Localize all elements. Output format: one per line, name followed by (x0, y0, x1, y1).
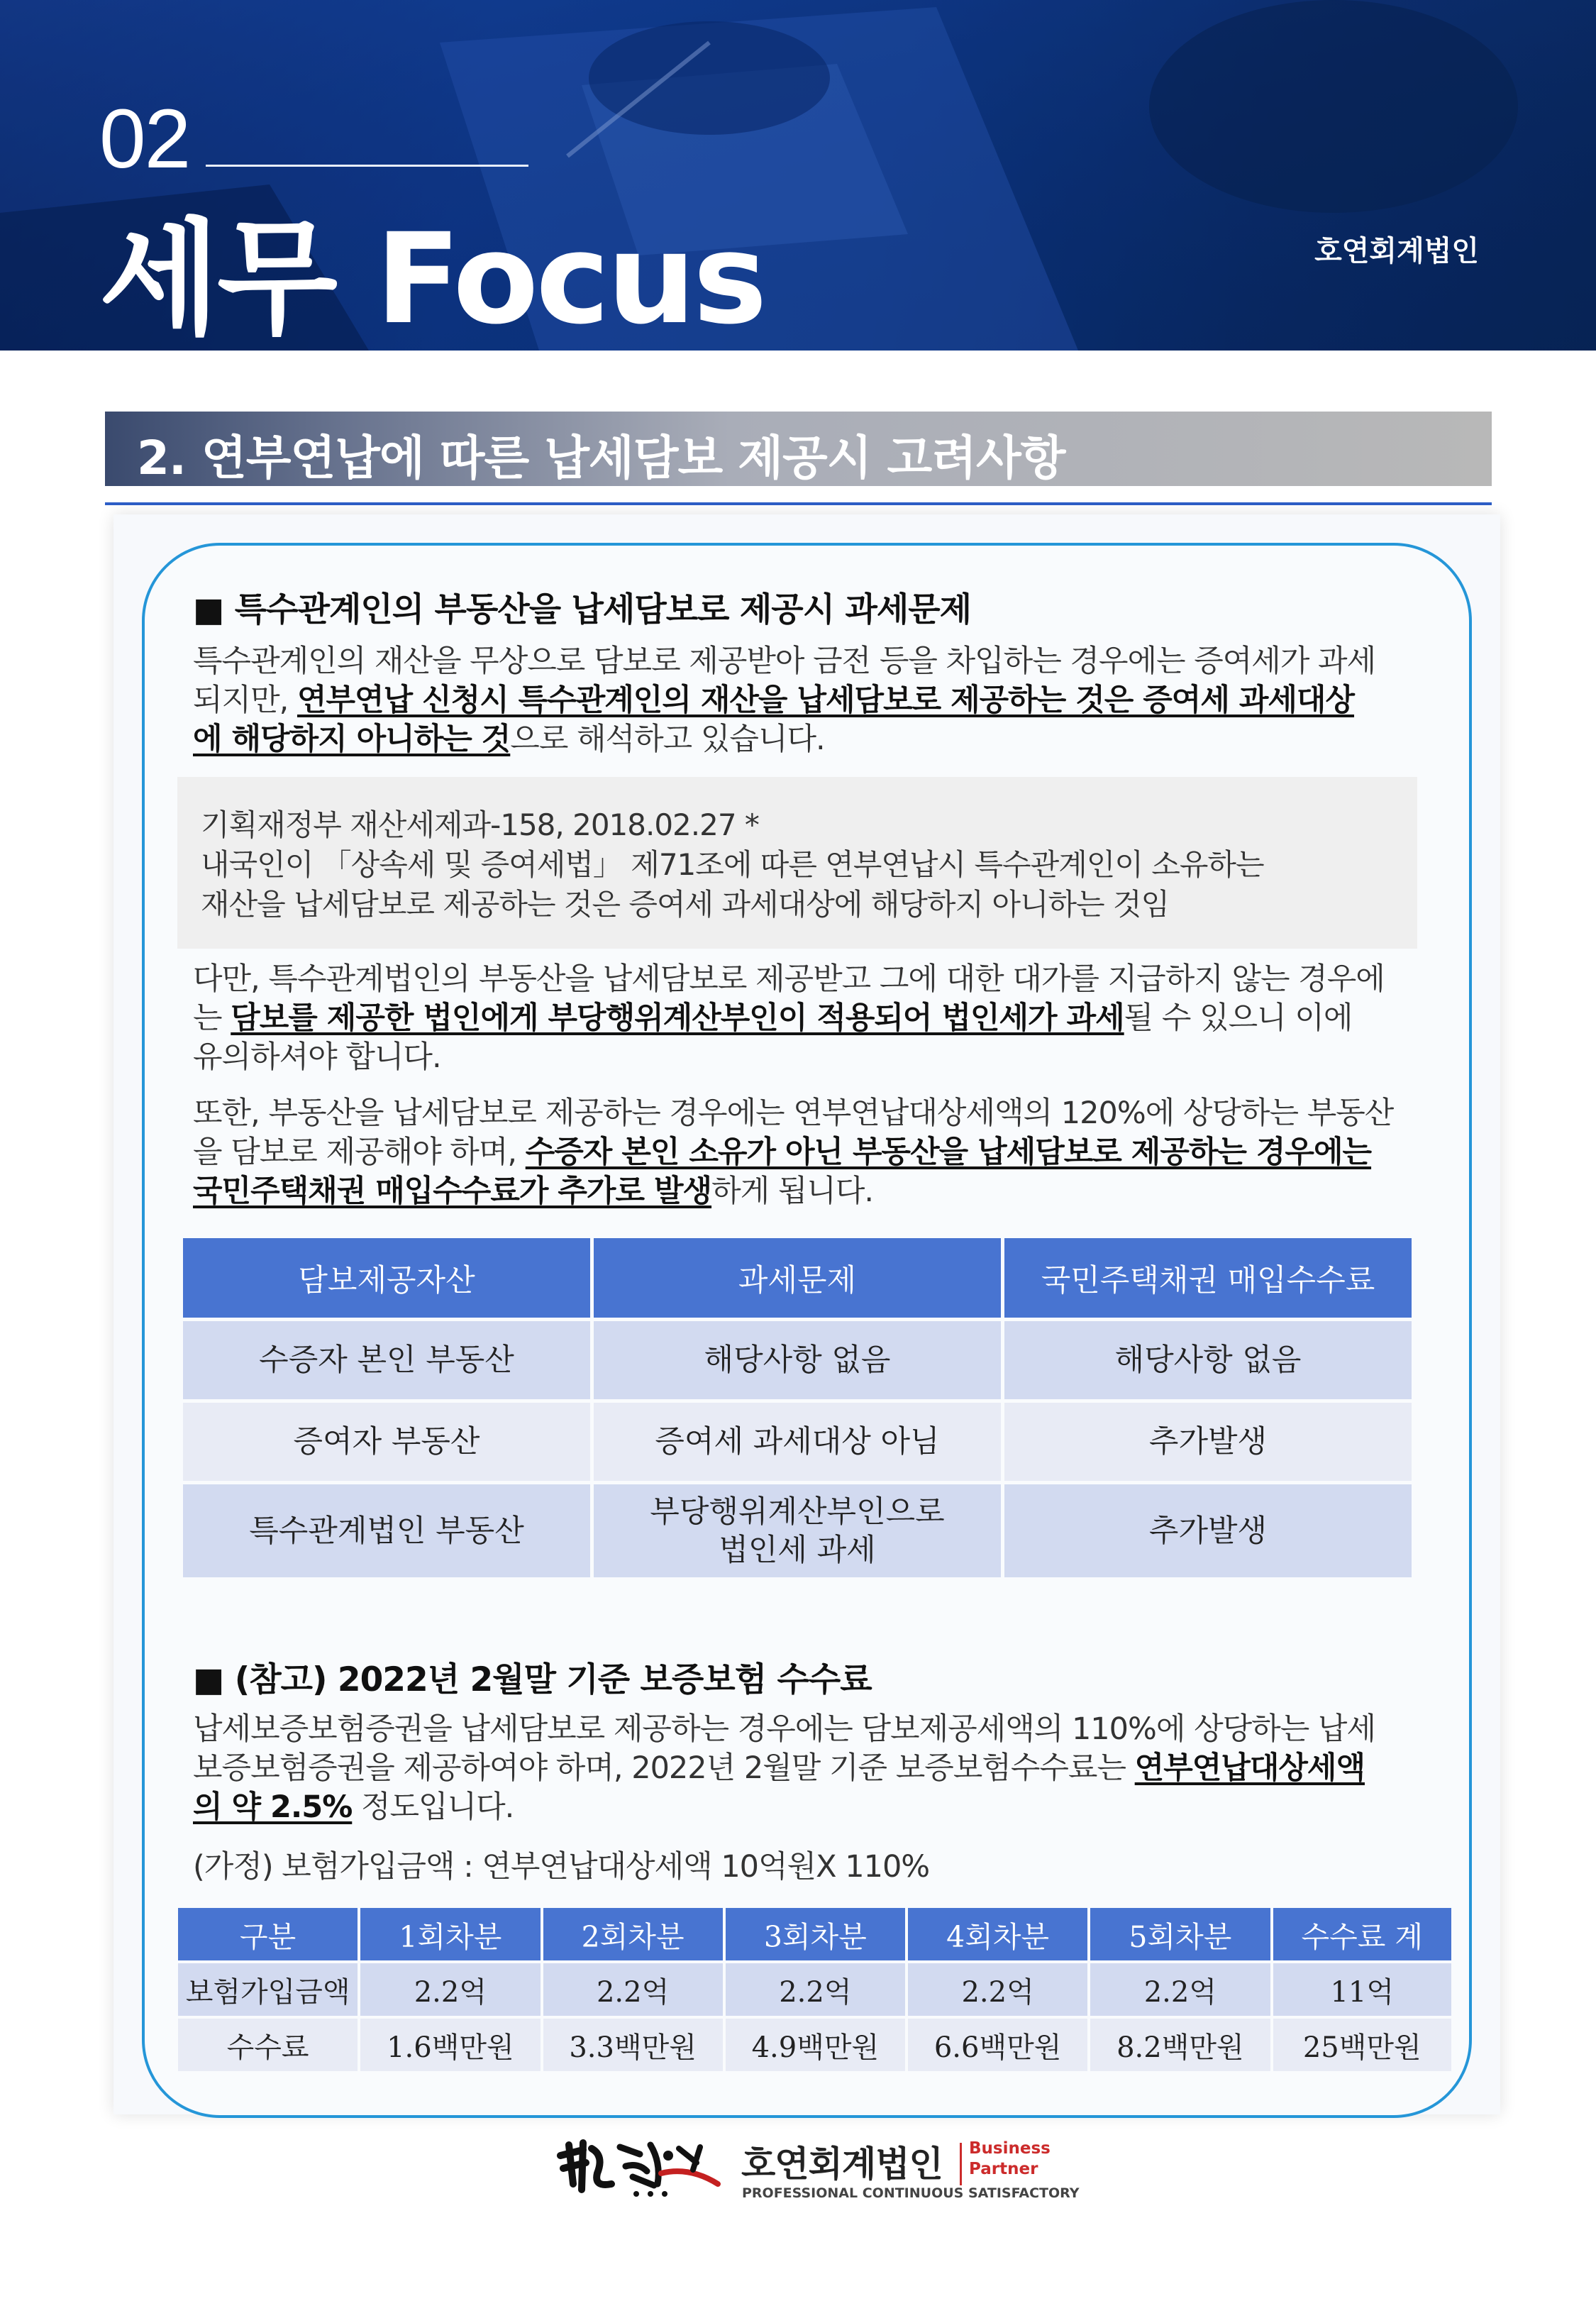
table-header: 3회차분 (726, 1908, 905, 1960)
table-cell: 2.2억 (908, 1963, 1087, 2016)
table-header: 4회차분 (908, 1908, 1087, 1960)
table-cell: 추가발생 (1004, 1484, 1412, 1577)
table-cell: 증여세 과세대상 아님 (594, 1403, 1001, 1481)
footer-brand-name: 호연회계법인 (741, 2144, 943, 2185)
table-header: 과세문제 (594, 1238, 1001, 1318)
calligraphy-logo-icon (555, 2134, 732, 2198)
table-cell: 4.9백만원 (726, 2019, 905, 2071)
emphasis-text: 연부연납 신청시 특수관계인의 재산을 납세담보로 제공하는 것은 증여세 과세대상 (297, 683, 1355, 718)
footer-tagline: Business Partner (969, 2139, 1051, 2178)
section-heading (105, 412, 1492, 486)
table-header: 1회차분 (360, 1908, 540, 1960)
text-line: 납세보증보험증권을 납세담보로 제공하는 경우에는 담보제공세액의 110%에 상당하는 납세 (193, 1711, 1375, 1747)
table-cell: 증여자 부동산 (183, 1403, 590, 1481)
page-title: 세무 Focus (99, 206, 765, 351)
emphasis-text: 수증자 본인 소유가 아닌 부동산을 납세담보로 제공하는 경우에는 (525, 1135, 1372, 1170)
table-row (183, 1484, 1412, 1577)
table-cell: 2.2억 (726, 1963, 905, 2016)
emphasis-text: 연부연납대상세액 (1134, 1750, 1365, 1786)
table-row (178, 1963, 1451, 2016)
table-header: 담보제공자산 (183, 1238, 590, 1318)
table-cell: 2.2억 (1090, 1963, 1270, 2016)
emphasis-text: 국민주택채권 매입수수료가 추가로 발생 (193, 1174, 712, 1209)
table-header: 2회차분 (543, 1908, 723, 1960)
quote-source: 기획재정부 재산세제과-158, 2018.02.27 * (201, 807, 759, 842)
guarantee-fee-table (175, 1905, 1454, 2074)
table-header: 구분 (178, 1908, 358, 1960)
table-row (178, 2019, 1451, 2071)
emphasis-text: 에 해당하지 아니하는 것 (193, 722, 511, 757)
block1-paragraph1 (193, 642, 1424, 759)
table-cell: 부당행위계산부인으로 법인세 과세 (594, 1484, 1001, 1577)
text-line: 특수관계인의 재산을 무상으로 담보로 제공받아 금전 등을 차입하는 경우에는 증여세가 과세 (193, 644, 1376, 679)
block1-paragraph2 (193, 960, 1424, 1077)
section-divider (105, 502, 1492, 505)
text-line: 보증보험증권을 제공하여야 하며, 2022년 2월말 기준 보증보험수수료는 연부연납대상세액 (193, 1750, 1365, 1786)
chapter-number: 02 (99, 92, 190, 186)
table-row (183, 1403, 1412, 1481)
table-cell: 수수료 (178, 2019, 358, 2071)
header-banner (0, 0, 1596, 351)
table-cell: 해당사항 없음 (1004, 1321, 1412, 1399)
table-cell: 3.3백만원 (543, 2019, 723, 2071)
ruling-quote-box (177, 777, 1417, 949)
section-title: 2. 연부연납에 따른 납세담보 제공시 고려사항 (137, 431, 1065, 485)
table-cell: 11억 (1273, 1963, 1452, 2016)
text-line: 을 담보로 제공해야 하며, 수증자 본인 소유가 아닌 부동산을 납세담보로 제공하는 경우에는 (193, 1135, 1372, 1170)
text-line: 국민주택채권 매입수수료가 추가로 발생하게 됩니다. (193, 1174, 874, 1209)
collateral-tax-table (179, 1235, 1415, 1581)
text-line: 에 해당하지 아니하는 것으로 해석하고 있습니다. (193, 722, 825, 757)
block2-paragraph (193, 1710, 1424, 1827)
block2-heading: ■ (참고) 2022년 2월말 기준 보증보험 수수료 (193, 1660, 872, 1699)
table-header: 수수료 계 (1273, 1908, 1452, 1960)
block1-paragraph3 (193, 1094, 1424, 1211)
chapter-underline (206, 165, 528, 167)
footer-slogan: PROFESSIONAL CONTINUOUS SATISFACTORY (742, 2185, 1080, 2201)
table-row (183, 1321, 1412, 1399)
table-cell: 수증자 본인 부동산 (183, 1321, 590, 1399)
table-cell: 보험가입금액 (178, 1963, 358, 2016)
table-cell: 6.6백만원 (908, 2019, 1087, 2071)
text-line: 또한, 부동산을 납세담보로 제공하는 경우에는 연부연납대상세액의 120%에 상당하는 부동산 (193, 1096, 1394, 1131)
text-line: 의 약 2.5% 정도입니다. (193, 1789, 514, 1825)
emphasis-text: 담보를 제공한 법인에게 부당행위계산부인이 적용되어 법인세가 과세 (231, 1000, 1124, 1036)
quote-line: 재산을 납세담보로 제공하는 것은 증여세 과세대상에 해당하지 아니하는 것임 (201, 887, 1170, 922)
table-cell: 1.6백만원 (360, 2019, 540, 2071)
table-cell: 해당사항 없음 (594, 1321, 1001, 1399)
text-line: 유의하셔야 합니다. (193, 1039, 441, 1075)
text-line: 는 담보를 제공한 법인에게 부당행위계산부인이 적용되어 법인세가 과세될 수 있으니 이에 (193, 1000, 1353, 1036)
footer-divider (960, 2143, 962, 2185)
assumption-note: (가정) 보험가입금액 : 연부연납대상세액 10억원X 110% (193, 1849, 930, 1885)
quote-line: 내국인이 「상속세 및 증여세법」 제71조에 따른 연부연납시 특수관계인이 소유하는 (201, 847, 1264, 882)
table-cell: 2.2억 (543, 1963, 723, 2016)
text-line: 다만, 특수관계법인의 부동산을 납세담보로 제공받고 그에 대한 대가를 지급하지 않는 경우에 (193, 961, 1385, 997)
firm-name: 호연회계법인 (1314, 235, 1479, 267)
table-cell: 25백만원 (1273, 2019, 1452, 2071)
table-cell: 특수관계법인 부동산 (183, 1484, 590, 1577)
table-cell: 8.2백만원 (1090, 2019, 1270, 2071)
table-header: 5회차분 (1090, 1908, 1270, 1960)
emphasis-text: 의 약 2.5% (193, 1789, 353, 1825)
table-cell: 2.2억 (360, 1963, 540, 2016)
table-cell: 추가발생 (1004, 1403, 1412, 1481)
text-line: 되지만, 연부연납 신청시 특수관계인의 재산을 납세담보로 제공하는 것은 증여세 과세대상 (193, 683, 1355, 718)
table-header: 국민주택채권 매입수수료 (1004, 1238, 1412, 1318)
block1-heading: ■ 특수관계인의 부동산을 납세담보로 제공시 과세문제 (193, 590, 972, 629)
